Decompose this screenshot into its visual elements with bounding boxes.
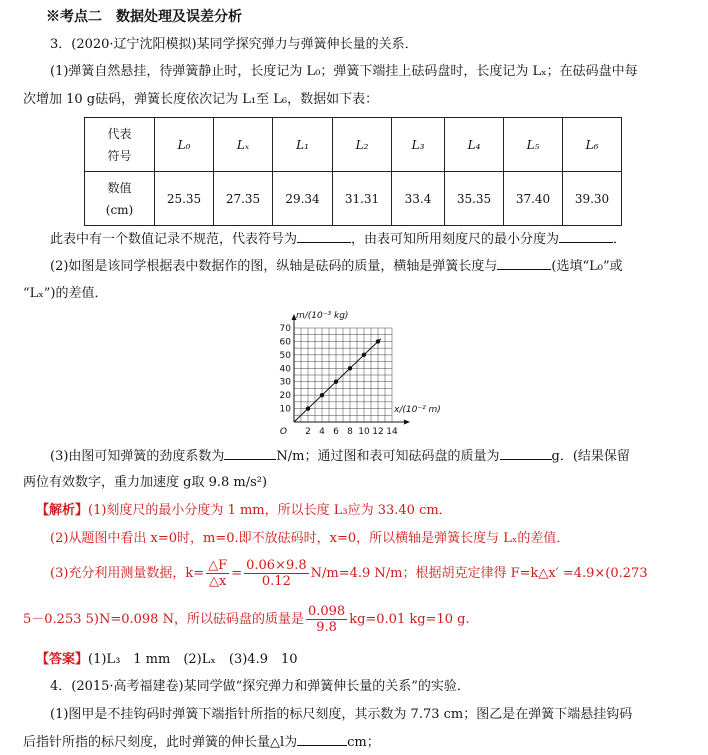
answer-tag: 【答案】 (36, 652, 89, 667)
x-tick-label: 2 (305, 427, 311, 437)
answer-blank (559, 230, 613, 243)
q4-title: 4．(2015·高考福建卷)某同学做“探究弹力和弹簧伸长量的关系”的实验． (50, 679, 470, 694)
x-tick-label: 12 (372, 427, 384, 437)
q3-part2-line2: “Lₓ”)的差值． (23, 286, 108, 301)
q3-part1-line2: 次增加 10 g砝码，弹簧长度依次记为 L₁至 L₆，数据如下表： (23, 92, 379, 107)
data-point (348, 366, 352, 370)
text: kg=0.01 kg=10 g. (349, 612, 470, 627)
header-text: 代表 (107, 126, 132, 141)
table-cell: L₂ (333, 118, 392, 172)
text: (1)刻度尺的最小分度为 1 mm，所以长度 L₃应为 33.40 cm． (88, 503, 452, 518)
text: g．(结果保留 (551, 449, 630, 464)
text: N/m=4.9 N/m；根据胡克定律得 F=k△x′ =4.9×(0.273 (310, 566, 648, 581)
answer-blank (297, 230, 351, 243)
q3-part2-line (50, 257, 623, 276)
answer-line (36, 651, 298, 669)
answer-blank (297, 733, 347, 746)
x-tick-label: 6 (333, 427, 339, 437)
q3-part1-line: (1)弹簧自然悬挂，待弹簧静止时，长度记为 L₀；弹簧下端挂上砝码盘时，长度记为 Lₓ；在砝码盘中每 (50, 64, 638, 79)
table-cell: L₃ (392, 118, 445, 172)
numerator: 0.06×9.8 (246, 558, 307, 573)
x-axis-label: x/(10⁻² m) (394, 405, 441, 415)
mass-vs-extension-chart (258, 306, 458, 438)
answer-text: (1)L₃ 1 mm (2)Lₓ (3)4.9 10 (88, 652, 298, 667)
y-axis-label: m/(10⁻³ kg) (296, 311, 349, 321)
y-tick-label: 40 (279, 364, 291, 375)
fraction (206, 558, 229, 589)
table-cell: L₆ (563, 118, 622, 172)
table-cell: Lₓ (214, 118, 273, 172)
text: (选填“L₀”或 (551, 259, 623, 274)
text: (3)充分利用测量数据，k= (50, 566, 205, 581)
answer-blank (500, 447, 552, 460)
text: ． (613, 232, 627, 247)
text: (3)由图可知弹簧的劲度系数为 (50, 449, 225, 464)
q3-title: 3．(2020·辽宁沈阳模拟)某同学探究弹力与弹簧伸长量的关系． (50, 37, 418, 52)
text: cm； (347, 735, 380, 750)
q3-part3-line (50, 447, 630, 466)
x-tick-label: 8 (347, 427, 353, 437)
y-tick-label: 70 (279, 324, 291, 334)
answer-blank (224, 447, 276, 460)
header-text: 符号 (107, 148, 132, 163)
x-tick-label: 14 (386, 427, 398, 437)
q4-part1-line2 (23, 733, 380, 752)
table-cell: 33.4 (392, 172, 445, 226)
numerator: 0.098 (307, 604, 346, 619)
y-tick-label: 10 (279, 404, 291, 415)
solution-line-4 (23, 602, 470, 638)
numerator: △F (208, 558, 228, 573)
table-cell: 39.30 (563, 172, 622, 226)
table-cell: 29.34 (273, 172, 333, 226)
solution-tag: 【解析】 (36, 503, 89, 518)
y-tick-label: 20 (279, 391, 291, 402)
text: = (231, 566, 243, 581)
x-tick-label: 4 (319, 427, 325, 437)
solution-line-1 (36, 502, 452, 520)
text: ，由表可知所用刻度尺的最小分度为 (351, 232, 560, 247)
table-cell: 27.35 (214, 172, 273, 226)
text: 5－0.253 5)N=0.098 N，所以砝码盘的质量是 (23, 612, 304, 627)
section-heading: ※考点二 数据处理及误差分析 (46, 9, 242, 25)
solution-line-2: (2)从题图中看出 x=0时，m=0.即不放砝码时，x=0，所以横轴是弹簧长度与 Lₓ的差值． (50, 531, 570, 546)
data-point (362, 353, 366, 357)
table-cell: L₄ (445, 118, 504, 172)
denominator: 9.8 (316, 620, 337, 635)
q4-part1-line: (1)图甲是不挂钩码时弹簧下端指针所指的标尺刻度，其示数为 7.73 cm；图乙是在弹簧下端悬挂钩码 (50, 707, 633, 722)
text: 后指针所指的标尺刻度，此时弹簧的伸长量△l为 (23, 735, 298, 750)
text: 此表中有一个数值记录不规范，代表符号为 (50, 232, 298, 247)
table-cell: 31.31 (333, 172, 392, 226)
text: (2)如图是该同学根据表中数据作的图，纵轴是砝码的质量，横轴是弹簧长度与 (50, 259, 498, 274)
data-table (84, 117, 622, 226)
text: N/m；通过图和表可知砝码盘的质量为 (276, 449, 500, 464)
table-cell: 35.35 (445, 172, 504, 226)
x-tick-label: 10 (358, 427, 370, 437)
data-point (376, 339, 380, 343)
y-tick-label: 30 (279, 377, 291, 388)
origin-label: O (279, 427, 287, 437)
y-tick-label: 50 (279, 350, 291, 361)
fraction (306, 604, 347, 635)
table-cell: 25.35 (155, 172, 214, 226)
denominator: 0.12 (261, 574, 291, 589)
table-row-values (85, 172, 622, 226)
q3-fill-line (50, 230, 626, 249)
table-cell: L₀ (155, 118, 214, 172)
x-axis-arrow (404, 420, 410, 425)
table-row-symbols (85, 118, 622, 172)
header-text: 数值 (107, 180, 132, 195)
q3-part3-line2: 两位有效数字，重力加速度 g取 9.8 m/s²) (23, 475, 268, 490)
table-header-symbol (85, 118, 155, 172)
answer-blank (497, 257, 551, 270)
y-tick-label: 60 (279, 337, 291, 348)
table-cell: L₅ (504, 118, 563, 172)
solution-line-3 (50, 556, 648, 592)
denominator: △x (209, 574, 227, 589)
table-cell: 37.40 (504, 172, 563, 226)
fraction (244, 558, 309, 589)
table-header-value (85, 172, 155, 226)
header-text: (cm) (105, 202, 134, 217)
table-cell: L₁ (273, 118, 333, 172)
data-point (320, 393, 324, 397)
data-point (334, 380, 338, 384)
data-point (306, 406, 310, 410)
